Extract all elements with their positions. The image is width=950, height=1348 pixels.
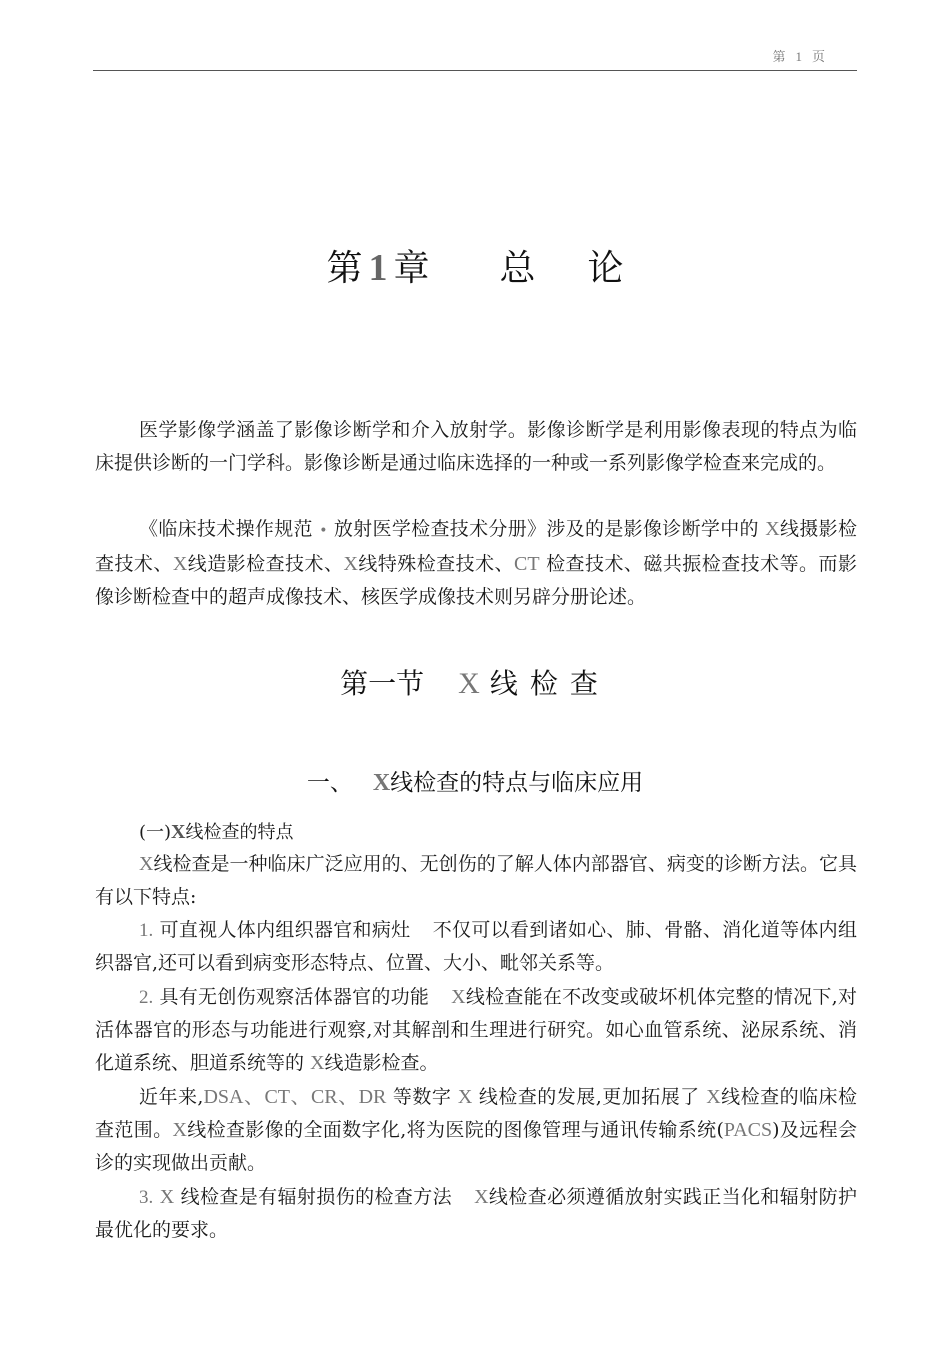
x-letter: X xyxy=(451,986,466,1008)
x-letter: X xyxy=(765,518,780,540)
item-prefix: (一) xyxy=(139,822,172,843)
subsection-title xyxy=(0,764,950,797)
x-letter: X xyxy=(139,853,154,875)
page-number-suffix: 页 xyxy=(811,50,829,65)
ct-abbr: CT xyxy=(514,553,540,575)
pacs-abbr: PACS xyxy=(723,1119,773,1141)
x-letter: X xyxy=(172,1119,187,1141)
x-letter: X xyxy=(474,1186,489,1208)
text-run: 线造影检查技术、 xyxy=(187,553,344,575)
text-run: )及远程会诊的实现做出贡献。 xyxy=(95,1119,857,1174)
x-letter: X xyxy=(343,553,358,575)
page-number-value: 1 xyxy=(795,49,806,64)
separator-dot: • xyxy=(319,523,328,539)
point-text: 线检查必须遵循放射实践正当化和辐射防护最优化的要求。 xyxy=(95,1186,857,1241)
point-text: 不仅可以看到诸如心、肺、骨骼、消化道等体内组织器官,还可以看到病变形态特点、位置、大小、毗邻关系等。 xyxy=(95,919,857,974)
section-title xyxy=(0,662,950,702)
point-3 xyxy=(95,1181,857,1247)
page-header xyxy=(93,44,857,71)
chapter-prefix: 第 xyxy=(326,248,363,289)
intro-paragraph-2 xyxy=(95,513,857,614)
text-run: 线检查的临床检查范围。 xyxy=(95,1086,858,1141)
point-title: 具有无创伤观察活体器官的功能 xyxy=(159,986,430,1008)
x-letter: X xyxy=(706,1086,721,1108)
subsection-name: 线检查的特点与临床应用 xyxy=(390,770,644,796)
point-title: 可直视人体内组织器官和病灶 xyxy=(159,919,411,941)
point-number: 1. xyxy=(139,920,154,941)
text-run: 线摄影检查技术、 xyxy=(95,518,857,575)
point-title: 线检查是有辐射损伤的检查方法 xyxy=(180,1186,453,1208)
page-number-prefix: 第 xyxy=(772,50,790,65)
section-x-letter: X xyxy=(458,667,480,700)
digital-abbr: DSA、CT、CR、DR xyxy=(203,1086,387,1108)
subsection-x-letter: X xyxy=(372,770,391,796)
section-name: 线检查 xyxy=(489,667,610,700)
item-title: 线检查的特点 xyxy=(185,822,294,843)
text-run: 线特殊检查技术、 xyxy=(357,553,515,575)
x-letter: X xyxy=(172,553,188,575)
text-run: 近年来, xyxy=(139,1086,204,1108)
text-run: 放射医学检查技术分册》涉及的是影像诊断学中的 xyxy=(333,518,759,540)
chapter-suffix: 章 xyxy=(393,248,430,289)
point-text: 线造影检查。 xyxy=(324,1052,439,1074)
x-letter: X xyxy=(159,1186,175,1208)
point-1 xyxy=(95,914,857,980)
point-text: 线检查能在不改变或破坏机体完整的情况下,对活体器官的形态与功能进行观察,对其解剖和生理进行研究。如心血管系统、泌尿系统、消化道系统、胆道系统等的 xyxy=(95,986,857,1074)
text-run: 等数字 xyxy=(392,1086,452,1108)
text-run: 检查技术、磁共振检查技术等。而影像诊断检查中的超声成像技术、核医学成像技术则另辟分册论述。 xyxy=(95,553,857,608)
lead-paragraph xyxy=(95,848,857,914)
recent-paragraph xyxy=(95,1081,857,1180)
item-x-letter: X xyxy=(171,821,186,843)
section-prefix: 第一节 xyxy=(340,667,425,700)
point-number: 3. xyxy=(139,1187,154,1208)
chapter-title-char-1: 总 xyxy=(499,248,536,289)
intro-paragraph-1: 医学影像学涵盖了影像诊断学和介入放射学。影像诊断学是利用影像表现的特点为临床提供诊断的一门学科。影像诊断是通过临床选择的一种或一系列影像学检查来完成的。 xyxy=(95,419,857,474)
text-run: 《临床技术操作规范 xyxy=(139,518,313,540)
point-number: 2. xyxy=(139,987,154,1008)
item-heading xyxy=(139,818,294,844)
text-run: 线检查是一种临床广泛应用的、无创伤的了解人体内部器官、病变的诊断方法。它具有以下特点: xyxy=(95,853,857,908)
chapter-number: 1 xyxy=(368,247,388,289)
subsection-prefix: 一、 xyxy=(306,770,353,796)
x-letter: X xyxy=(310,1052,325,1074)
chapter-title xyxy=(0,240,950,291)
x-letter: X xyxy=(457,1086,473,1108)
text-run: 线检查影像的全面数字化,将为医院的图像管理与通讯传输系统( xyxy=(186,1119,724,1141)
text-run: 线检查的发展,更加拓展了 xyxy=(478,1086,700,1108)
chapter-title-char-2: 论 xyxy=(587,248,624,289)
page-number xyxy=(772,46,829,65)
point-2 xyxy=(95,981,857,1080)
